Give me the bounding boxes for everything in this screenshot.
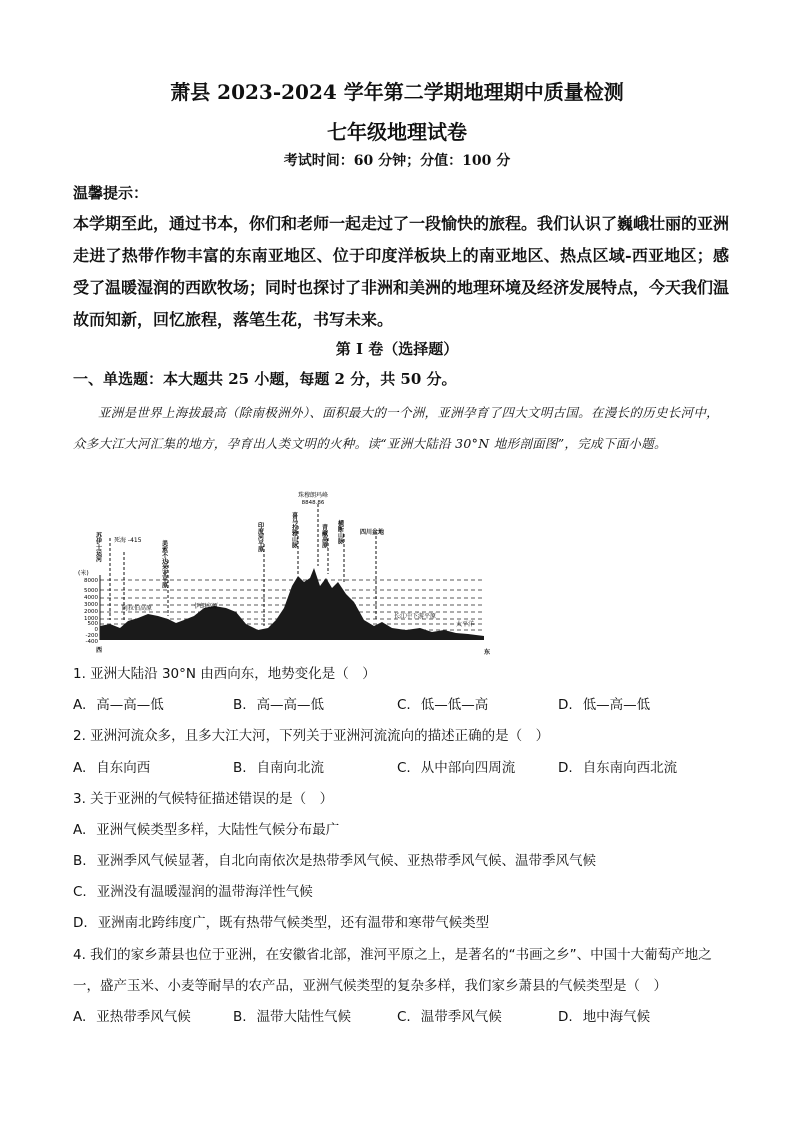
tips-heading: 温馨提示： (73, 184, 149, 202)
q4-option-d[interactable]: D. 地中海气候 (558, 1009, 651, 1025)
label-indus-plain: 印度河平原 (256, 522, 264, 552)
q1-option-d[interactable]: D. 低—高—低 (558, 697, 651, 713)
exam-meta: 考试时间：60 分钟；分值：100 分 (283, 153, 511, 169)
terrain-profile-figure (76, 490, 496, 656)
label-tibet-plateau: 青藏高原 (320, 524, 328, 548)
q2-option-c[interactable]: C. 从中部向四周流 (397, 760, 516, 776)
tick-label: -200 (85, 633, 98, 639)
tick-label: 0 (94, 627, 98, 633)
east-label: 东 (484, 649, 491, 656)
q2-option-b[interactable]: B. 自南向北流 (233, 760, 325, 776)
part-heading: 一、单选题：本大题共 25 小题，每题 2 分，共 50 分。 (73, 370, 457, 388)
label-arabian-plateau: 阿拉伯高原 (122, 605, 153, 612)
tick-label: 1000 (84, 616, 98, 622)
q1-option-c[interactable]: C. 低—低—高 (397, 697, 489, 713)
q2-option-a[interactable]: A. 自东向西 (73, 760, 151, 776)
tick-label: 5000 (84, 588, 98, 594)
tick-label: 3000 (84, 602, 98, 608)
label-iran-plateau: 伊朗高原 (194, 603, 219, 610)
label-mesopotamia: 美索不达米亚平原 (160, 540, 168, 588)
question-4-stem: 4. 我们的家乡萧县也位于亚洲，在安徽省北部，淮河平原之上，是著名的“书画之乡”、中国十大葡萄产地之一，盛产玉米、小麦等耐旱的农产品，亚洲气候类型的复杂多样，我们家乡萧县的气候类型是（ ） (73, 947, 712, 994)
exam-subtitle: 七年级地理试卷 (327, 120, 467, 144)
tick-label: 2000 (84, 609, 98, 615)
q3-option-a[interactable]: A. 亚洲气候类型多样，大陆性气候分布最广 (73, 822, 340, 838)
peak-label: 珠穆朗玛峰 (297, 492, 329, 499)
label-yangtze-plain: 长江中下游平原 (394, 613, 437, 620)
question-2-stem: 2. 亚洲河流众多，且多大江大河，下列关于亚洲河流流向的描述正确的是（ ） (73, 728, 550, 744)
peak-height-label: 8848.86 (301, 500, 325, 506)
question-1-stem: 1. 亚洲大陆沿 30°N 由西向东，地势变化是（ ） (73, 666, 376, 682)
tick-label: -400 (85, 639, 98, 645)
label-suez: 苏伊士运河 (94, 532, 102, 562)
unit-label: (米) (78, 570, 89, 577)
q1-option-a[interactable]: A. 高—高—低 (73, 697, 164, 713)
q4-option-c[interactable]: C. 温带季风气候 (397, 1009, 502, 1025)
label-dead-sea: 死海 -415 (114, 537, 142, 544)
intro-paragraph: 亚洲是世界上海拔最高（除南极洲外）、面积最大的一个洲，亚洲孕育了四大文明古国。在漫长的历史长河中，众多大江大河汇集的地方，孕育出人类文明的火种。读“亚洲大陆沿 30°N 地形剖面图”，完成下面小题。 (73, 405, 719, 451)
tips-body: 本学期至此，通过书本，你们和老师一起走过了一段愉快的旅程。我们认识了巍峨壮丽的亚洲走进了热带作物丰富的东南亚地区、位于印度洋板块上的南亚地区、热点区域-西亚地区；感受了温暖湿润的西欧牧场；同时也探讨了非洲和美洲的地理环境及经济发展特点，今天我们温故而知新，回忆旅程，落笔生花，书写未来。 (73, 214, 730, 329)
exam-title: 萧县 2023-2024 学年第二学期地理期中质量检测 (170, 80, 624, 104)
q4-option-a[interactable]: A. 亚热带季风气候 (73, 1009, 191, 1025)
tick-label: 500 (87, 621, 98, 627)
label-pacific: 太平洋 (456, 621, 475, 628)
q3-option-b[interactable]: B. 亚洲季风气候显著，自北向南依次是热带季风气候、亚热带季风气候、温带季风气候 (73, 853, 597, 869)
q3-option-d[interactable]: D. 亚洲南北跨纬度广，既有热带气候类型，还有温带和寒带气候类型 (73, 915, 490, 931)
label-sichuan-basin: 四川盆地 (360, 529, 385, 536)
terrain-silhouette (100, 568, 484, 640)
section-title: 第 I 卷（选择题） (335, 340, 459, 358)
tick-label: 8000 (84, 578, 98, 584)
question-3-stem: 3. 关于亚洲的气候特征描述错误的是（ ） (73, 791, 334, 807)
q3-option-c[interactable]: C. 亚洲没有温暖湿润的温带海洋性气候 (73, 884, 313, 900)
q4-option-b[interactable]: B. 温带大陆性气候 (233, 1009, 352, 1025)
q2-option-d[interactable]: D. 自东南向西北流 (558, 760, 678, 776)
tick-label: 4000 (84, 595, 98, 601)
west-label: 西 (96, 647, 103, 654)
label-himalaya: 喜马拉雅山脉 (290, 512, 298, 548)
label-hengduan: 横断山脉 (336, 520, 344, 544)
q1-option-b[interactable]: B. 高—高—低 (233, 697, 325, 713)
